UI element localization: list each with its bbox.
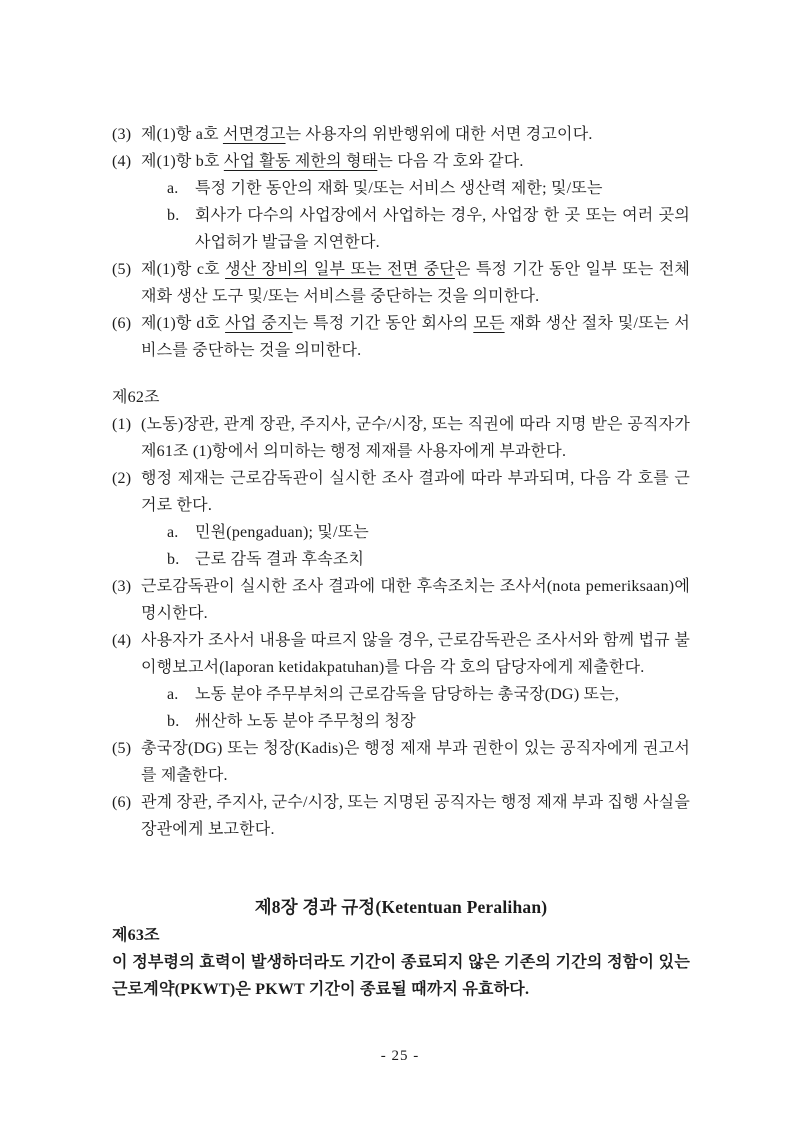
item-marker: (2) (112, 470, 132, 487)
item-marker: a. (167, 180, 179, 197)
page-number: - 25 - (380, 1048, 420, 1064)
item-text: 이 정부령의 효력이 발생하더라도 기간이 종료되지 않은 기존의 기간의 정함이 있는 근로계약(PKWT)은 PKWT 기간이 종료될 때까지 유효하다. (112, 954, 690, 998)
clause-item (112, 735, 690, 789)
item-text: 州산하 노동 분야 주무청의 청장 (195, 713, 416, 730)
item-marker: (6) (112, 315, 132, 332)
article-number (112, 922, 690, 949)
item-text: 특정 기한 동안의 재화 및/또는 서비스 생산력 제한; 및/또는 (195, 180, 603, 197)
clause-subitem (167, 681, 690, 708)
clause-item (112, 465, 690, 519)
item-marker: b. (167, 207, 180, 224)
item-marker: (1) (112, 416, 132, 433)
clause-subitem (167, 202, 690, 256)
clause-subitem (167, 519, 690, 546)
clause-subitem (167, 175, 690, 202)
article-paragraph (112, 949, 690, 1003)
item-text: 근로감독관이 실시한 조사 결과에 대한 후속조치는 조사서(nota pemeriksaan)에 명시한다. (141, 578, 690, 622)
clause-subitem (167, 708, 690, 735)
item-text: 제(1)항 d호 사업 중지는 특정 기간 동안 회사의 모든 재화 생산 절차 및/또는 서비스를 중단하는 것을 의미한다. (141, 315, 690, 359)
item-marker: a. (167, 524, 179, 541)
item-text: 제8장 경과 규정(Ketentuan Peralihan) (254, 897, 548, 917)
item-marker: a. (167, 686, 179, 703)
clause-item (112, 411, 690, 465)
item-marker: (3) (112, 578, 132, 595)
item-text: (노동)장관, 관계 장관, 주지사, 군수/시장, 또는 직권에 따라 지명 받은 공직자가 제61조 (1)항에서 의미하는 행정 제재를 사용자에게 부과한다. (141, 416, 690, 460)
item-marker: (5) (112, 740, 132, 757)
item-marker: b. (167, 551, 180, 568)
clause-item (112, 789, 690, 843)
clause-item (112, 256, 690, 310)
item-text: 사용자가 조사서 내용을 따르지 않을 경우, 근로감독관은 조사서와 함께 법규 불이행보고서(laporan ketidakpatuhan)를 다음 각 호의 담당자에게 제출한다. (141, 632, 690, 676)
item-text: 민원(pengaduan); 및/또는 (195, 524, 369, 541)
item-text: 근로 감독 결과 후속조치 (195, 551, 365, 568)
clause-item (112, 627, 690, 681)
item-text: 제63조 (112, 927, 160, 944)
article-number (112, 384, 690, 411)
clause-subitem (167, 546, 690, 573)
item-marker: (6) (112, 794, 132, 811)
clause-item (112, 310, 690, 364)
item-text: 제(1)항 c호 생산 장비의 일부 또는 전면 중단은 특정 기간 동안 일부 또는 전체 재화 생산 도구 및/또는 서비스를 중단하는 것을 의미한다. (141, 261, 691, 305)
item-text: 행정 제재는 근로감독관이 실시한 조사 결과에 따라 부과되며, 다음 각 호를 근거로 한다. (141, 470, 690, 514)
item-text: 회사가 다수의 사업장에서 사업하는 경우, 사업장 한 곳 또는 여러 곳의 사업허가 발급을 지연한다. (195, 207, 690, 251)
underlined-term: 서면경고 (222, 126, 286, 143)
underlined-term: 모든 (473, 315, 505, 332)
chapter-heading (112, 892, 690, 922)
item-marker: b. (167, 713, 180, 730)
item-text: 노동 분야 주무부처의 근로감독을 담당하는 총국장(DG) 또는, (195, 686, 620, 703)
item-text: 제(1)항 a호 서면경고는 사용자의 위반행위에 대한 서면 경고이다. (141, 126, 593, 143)
underlined-term: 생산 장비의 일부 또는 전면 중단 (225, 261, 455, 278)
underlined-term: 사업 중지 (225, 315, 293, 332)
item-text: 총국장(DG) 또는 청장(Kadis)은 행정 제재 부과 권한이 있는 공직자에게 권고서를 제출한다. (141, 740, 690, 784)
item-text: 제(1)항 b호 사업 활동 제한의 형태는 다음 각 호와 같다. (141, 153, 524, 170)
page-footer (0, 1048, 800, 1065)
item-marker: (4) (112, 632, 132, 649)
item-marker: (3) (112, 126, 132, 143)
item-marker: (4) (112, 153, 132, 170)
document-body (112, 121, 690, 1003)
item-text: 제62조 (112, 389, 160, 406)
item-marker: (5) (112, 261, 132, 278)
clause-item (112, 148, 690, 175)
underlined-term: 사업 활동 제한의 형태 (223, 153, 378, 170)
clause-item (112, 573, 690, 627)
clause-item (112, 121, 690, 148)
item-text: 관계 장관, 주지사, 군수/시장, 또는 지명된 공직자는 행정 제재 부과 집행 사실을 장관에게 보고한다. (141, 794, 690, 838)
